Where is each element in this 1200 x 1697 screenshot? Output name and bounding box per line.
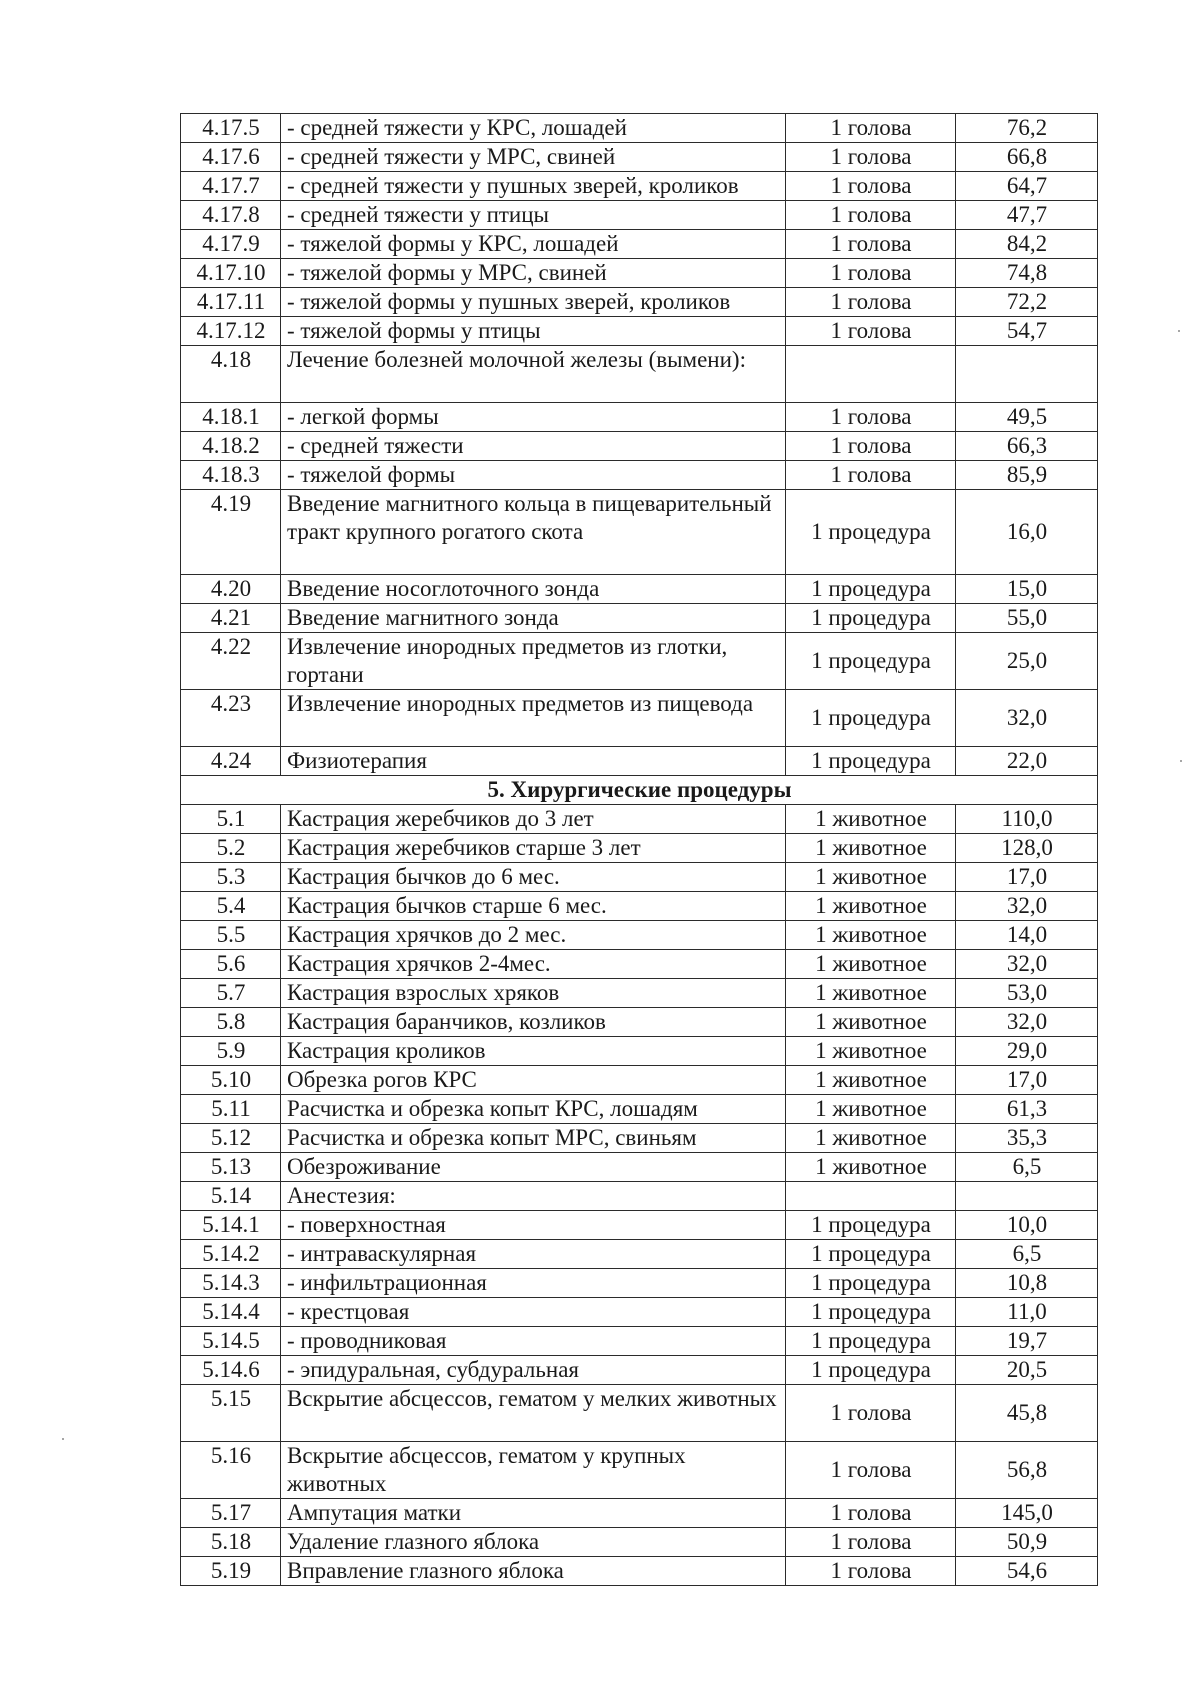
row-unit: 1 голова	[786, 1557, 956, 1586]
row-price: 6,5	[956, 1153, 1098, 1182]
row-unit	[786, 1182, 956, 1211]
row-unit: 1 процедура	[786, 490, 956, 575]
row-number: 5.10	[181, 1066, 281, 1095]
table-row	[181, 317, 1098, 346]
row-number: 4.18.1	[181, 403, 281, 432]
row-description: Кастрация жеребчиков до 3 лет	[281, 805, 786, 834]
row-unit: 1 процедура	[786, 604, 956, 633]
table-row	[181, 432, 1098, 461]
table-row	[181, 1528, 1098, 1557]
row-unit: 1 процедура	[786, 1211, 956, 1240]
row-unit: 1 голова	[786, 143, 956, 172]
row-number: 5.5	[181, 921, 281, 950]
scan-speck	[1178, 330, 1180, 332]
row-number: 5.14.5	[181, 1327, 281, 1356]
row-number: 4.24	[181, 747, 281, 776]
row-unit: 1 животное	[786, 921, 956, 950]
row-description: - легкой формы	[281, 403, 786, 432]
table-row	[181, 834, 1098, 863]
row-unit: 1 голова	[786, 1528, 956, 1557]
row-description: - средней тяжести у пушных зверей, кроликов	[281, 172, 786, 201]
row-number: 4.20	[181, 575, 281, 604]
row-unit: 1 голова	[786, 461, 956, 490]
table-row	[181, 1182, 1098, 1211]
row-description: - тяжелой формы у птицы	[281, 317, 786, 346]
row-description: - эпидуральная, субдуральная	[281, 1356, 786, 1385]
row-number: 5.4	[181, 892, 281, 921]
table-row	[181, 979, 1098, 1008]
row-number: 5.14	[181, 1182, 281, 1211]
scan-speck	[62, 1438, 64, 1440]
row-unit: 1 животное	[786, 1095, 956, 1124]
row-price: 32,0	[956, 1008, 1098, 1037]
table-row	[181, 863, 1098, 892]
row-unit: 1 животное	[786, 892, 956, 921]
row-price: 22,0	[956, 747, 1098, 776]
row-price: 54,7	[956, 317, 1098, 346]
row-description: Введение магнитного кольца в пищеварительный тракт крупного рогатого скота	[281, 490, 786, 575]
row-number: 4.17.12	[181, 317, 281, 346]
table-row	[181, 230, 1098, 259]
table-row	[181, 403, 1098, 432]
row-description: Анестезия:	[281, 1182, 786, 1211]
row-price: 10,0	[956, 1211, 1098, 1240]
row-description: - тяжелой формы у пушных зверей, кроликов	[281, 288, 786, 317]
row-number: 5.11	[181, 1095, 281, 1124]
table-row	[181, 1442, 1098, 1499]
row-unit: 1 голова	[786, 1385, 956, 1442]
row-price: 49,5	[956, 403, 1098, 432]
row-description: - тяжелой формы у МРС, свиней	[281, 259, 786, 288]
row-number: 5.13	[181, 1153, 281, 1182]
row-description: - средней тяжести	[281, 432, 786, 461]
row-unit: 1 голова	[786, 114, 956, 143]
row-number: 4.18	[181, 346, 281, 403]
row-unit: 1 голова	[786, 230, 956, 259]
row-description: Расчистка и обрезка копыт КРС, лошадям	[281, 1095, 786, 1124]
row-unit: 1 животное	[786, 950, 956, 979]
row-description: Обрезка рогов КРС	[281, 1066, 786, 1095]
row-unit: 1 голова	[786, 288, 956, 317]
row-unit: 1 животное	[786, 1037, 956, 1066]
row-number: 4.17.11	[181, 288, 281, 317]
row-description: - тяжелой формы у КРС, лошадей	[281, 230, 786, 259]
row-unit: 1 животное	[786, 979, 956, 1008]
table-row	[181, 201, 1098, 230]
row-number: 5.8	[181, 1008, 281, 1037]
row-unit: 1 процедура	[786, 1240, 956, 1269]
row-description: - крестцовая	[281, 1298, 786, 1327]
row-price: 32,0	[956, 950, 1098, 979]
row-price: 64,7	[956, 172, 1098, 201]
row-description: Извлечение инородных предметов из пищевода	[281, 690, 786, 747]
row-number: 5.9	[181, 1037, 281, 1066]
row-number: 4.17.8	[181, 201, 281, 230]
row-description: - инфильтрационная	[281, 1269, 786, 1298]
row-number: 5.7	[181, 979, 281, 1008]
row-price: 32,0	[956, 892, 1098, 921]
row-description: Кастрация бычков старше 6 мес.	[281, 892, 786, 921]
row-unit: 1 процедура	[786, 575, 956, 604]
row-price: 66,3	[956, 432, 1098, 461]
table-row	[181, 1124, 1098, 1153]
row-description: - интраваскулярная	[281, 1240, 786, 1269]
table-row	[181, 1240, 1098, 1269]
row-description: - поверхностная	[281, 1211, 786, 1240]
row-price: 55,0	[956, 604, 1098, 633]
row-price: 32,0	[956, 690, 1098, 747]
row-price: 61,3	[956, 1095, 1098, 1124]
row-price: 128,0	[956, 834, 1098, 863]
table-row	[181, 259, 1098, 288]
table-row	[181, 1153, 1098, 1182]
row-price: 11,0	[956, 1298, 1098, 1327]
row-description: Кастрация баранчиков, козликов	[281, 1008, 786, 1037]
row-unit: 1 процедура	[786, 1327, 956, 1356]
row-description: - средней тяжести у птицы	[281, 201, 786, 230]
table-row	[181, 1385, 1098, 1442]
section-title: 5. Хирургические процедуры	[181, 776, 1098, 805]
row-description: - средней тяжести у КРС, лошадей	[281, 114, 786, 143]
row-number: 4.18.3	[181, 461, 281, 490]
row-price: 17,0	[956, 1066, 1098, 1095]
table-row	[181, 575, 1098, 604]
row-price: 74,8	[956, 259, 1098, 288]
row-number: 4.17.6	[181, 143, 281, 172]
row-description: Вскрытие абсцессов, гематом у мелких животных	[281, 1385, 786, 1442]
row-price: 54,6	[956, 1557, 1098, 1586]
table-row	[181, 143, 1098, 172]
row-description: - тяжелой формы	[281, 461, 786, 490]
row-description: Введение магнитного зонда	[281, 604, 786, 633]
row-price: 14,0	[956, 921, 1098, 950]
table-row	[181, 921, 1098, 950]
row-number: 5.14.4	[181, 1298, 281, 1327]
table-row	[181, 461, 1098, 490]
row-unit: 1 голова	[786, 201, 956, 230]
row-number: 4.18.2	[181, 432, 281, 461]
row-price: 16,0	[956, 490, 1098, 575]
row-price: 76,2	[956, 114, 1098, 143]
row-number: 5.2	[181, 834, 281, 863]
row-unit: 1 голова	[786, 172, 956, 201]
row-price: 35,3	[956, 1124, 1098, 1153]
table-body	[181, 114, 1098, 1586]
row-price: 29,0	[956, 1037, 1098, 1066]
row-price: 15,0	[956, 575, 1098, 604]
table-row	[181, 690, 1098, 747]
section-header-row	[181, 776, 1098, 805]
row-unit: 1 процедура	[786, 747, 956, 776]
row-unit: 1 процедура	[786, 1356, 956, 1385]
table-row	[181, 490, 1098, 575]
table-row	[181, 288, 1098, 317]
row-number: 4.17.9	[181, 230, 281, 259]
table-row	[181, 1356, 1098, 1385]
row-number: 4.17.5	[181, 114, 281, 143]
table-row	[181, 1066, 1098, 1095]
row-description: Кастрация бычков до 6 мес.	[281, 863, 786, 892]
row-unit: 1 голова	[786, 403, 956, 432]
row-description: Удаление глазного яблока	[281, 1528, 786, 1557]
row-price: 56,8	[956, 1442, 1098, 1499]
table-row	[181, 1008, 1098, 1037]
table-row	[181, 604, 1098, 633]
row-price: 72,2	[956, 288, 1098, 317]
table-row	[181, 747, 1098, 776]
row-price: 25,0	[956, 633, 1098, 690]
row-number: 5.16	[181, 1442, 281, 1499]
row-number: 5.17	[181, 1499, 281, 1528]
row-unit	[786, 346, 956, 403]
row-number: 5.12	[181, 1124, 281, 1153]
row-unit: 1 процедура	[786, 633, 956, 690]
row-price: 145,0	[956, 1499, 1098, 1528]
row-number: 5.19	[181, 1557, 281, 1586]
table-row	[181, 805, 1098, 834]
row-unit: 1 животное	[786, 1008, 956, 1037]
table-row	[181, 633, 1098, 690]
table-row	[181, 172, 1098, 201]
row-unit: 1 голова	[786, 1442, 956, 1499]
row-unit: 1 животное	[786, 805, 956, 834]
row-description: Физиотерапия	[281, 747, 786, 776]
row-description: Обезроживание	[281, 1153, 786, 1182]
table-row	[181, 1037, 1098, 1066]
table-row	[181, 1499, 1098, 1528]
row-description: Извлечение инородных предметов из глотки, гортани	[281, 633, 786, 690]
row-number: 5.18	[181, 1528, 281, 1557]
row-description: Кастрация хрячков до 2 мес.	[281, 921, 786, 950]
row-description: Кастрация жеребчиков старше 3 лет	[281, 834, 786, 863]
row-number: 5.14.1	[181, 1211, 281, 1240]
row-description: - проводниковая	[281, 1327, 786, 1356]
scan-speck	[1180, 760, 1182, 762]
row-description: Лечение болезней молочной железы (вымени):	[281, 346, 786, 403]
row-price: 10,8	[956, 1269, 1098, 1298]
table-row	[181, 114, 1098, 143]
row-description: Введение носоглоточного зонда	[281, 575, 786, 604]
table-row	[181, 1298, 1098, 1327]
row-price	[956, 346, 1098, 403]
row-unit: 1 животное	[786, 1124, 956, 1153]
table-row	[181, 950, 1098, 979]
row-number: 4.17.7	[181, 172, 281, 201]
row-price: 19,7	[956, 1327, 1098, 1356]
row-unit: 1 голова	[786, 259, 956, 288]
table-row	[181, 1557, 1098, 1586]
row-number: 4.22	[181, 633, 281, 690]
row-number: 4.23	[181, 690, 281, 747]
row-unit: 1 голова	[786, 1499, 956, 1528]
row-price: 17,0	[956, 863, 1098, 892]
row-number: 5.3	[181, 863, 281, 892]
row-number: 4.17.10	[181, 259, 281, 288]
row-unit: 1 животное	[786, 863, 956, 892]
row-description: Кастрация хрячков 2-4мес.	[281, 950, 786, 979]
row-price: 6,5	[956, 1240, 1098, 1269]
row-price: 85,9	[956, 461, 1098, 490]
row-unit: 1 голова	[786, 432, 956, 461]
row-number: 5.1	[181, 805, 281, 834]
row-unit: 1 животное	[786, 1066, 956, 1095]
table-row	[181, 1211, 1098, 1240]
row-price	[956, 1182, 1098, 1211]
row-number: 4.21	[181, 604, 281, 633]
row-unit: 1 животное	[786, 834, 956, 863]
row-price: 84,2	[956, 230, 1098, 259]
row-number: 5.6	[181, 950, 281, 979]
row-number: 5.14.3	[181, 1269, 281, 1298]
table-row	[181, 1327, 1098, 1356]
row-unit: 1 животное	[786, 1153, 956, 1182]
row-unit: 1 голова	[786, 317, 956, 346]
row-number: 5.15	[181, 1385, 281, 1442]
row-description: Вправление глазного яблока	[281, 1557, 786, 1586]
row-price: 50,9	[956, 1528, 1098, 1557]
price-table	[180, 113, 1098, 1586]
row-price: 45,8	[956, 1385, 1098, 1442]
row-description: Вскрытие абсцессов, гематом у крупных животных	[281, 1442, 786, 1499]
row-unit: 1 процедура	[786, 690, 956, 747]
row-description: Ампутация матки	[281, 1499, 786, 1528]
table-row	[181, 1269, 1098, 1298]
row-description: - средней тяжести у МРС, свиней	[281, 143, 786, 172]
row-price: 47,7	[956, 201, 1098, 230]
row-number: 5.14.6	[181, 1356, 281, 1385]
row-price: 110,0	[956, 805, 1098, 834]
row-description: Расчистка и обрезка копыт МРС, свиньям	[281, 1124, 786, 1153]
row-unit: 1 процедура	[786, 1298, 956, 1327]
row-description: Кастрация взрослых хряков	[281, 979, 786, 1008]
row-number: 4.19	[181, 490, 281, 575]
row-unit: 1 процедура	[786, 1269, 956, 1298]
table-row	[181, 1095, 1098, 1124]
row-price: 66,8	[956, 143, 1098, 172]
row-description: Кастрация кроликов	[281, 1037, 786, 1066]
row-number: 5.14.2	[181, 1240, 281, 1269]
table-row	[181, 892, 1098, 921]
table-row	[181, 346, 1098, 403]
row-price: 20,5	[956, 1356, 1098, 1385]
row-price: 53,0	[956, 979, 1098, 1008]
